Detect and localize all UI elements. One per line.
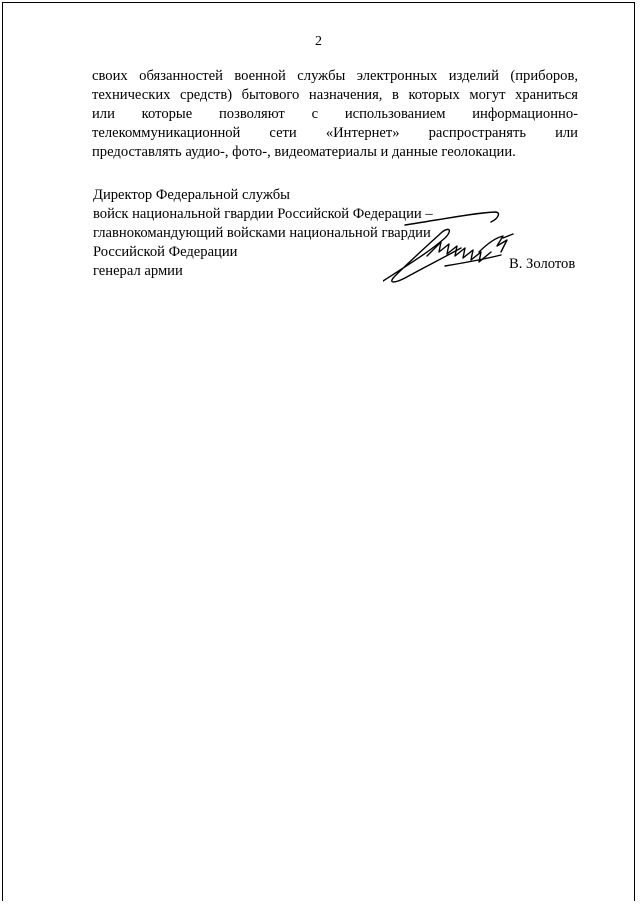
body-line-3: или которые позволяют с использованием информационно- [92, 106, 578, 122]
signatory-title-line-5: генерал армии [93, 263, 183, 279]
handwritten-signature [383, 208, 533, 293]
signer-name: В. Золотов [509, 256, 576, 272]
body-line-4: телекоммуникационной сети «Интернет» распространять или [92, 125, 578, 141]
body-paragraph [92, 67, 578, 162]
signatory-title-line-1: Директор Федеральной службы [93, 187, 290, 203]
body-line-2: технических средств) бытового назначения, в которых могут храниться [92, 87, 578, 103]
signatory-title-line-2: войск национальной гвардии Российской Федерации – [93, 206, 433, 222]
signatory-title [93, 186, 433, 281]
signatory-title-line-3: главнокомандующий войсками национальной гвардии [93, 225, 431, 241]
signatory-title-line-4: Российской Федерации [93, 244, 238, 260]
document-page [2, 2, 635, 901]
body-line-1: своих обязанностей военной службы электронных изделий (приборов, [92, 68, 578, 84]
body-line-5: предоставлять аудио-, фото-, видеоматериалы и данные геолокации. [92, 144, 516, 160]
page-number: 2 [315, 34, 322, 49]
